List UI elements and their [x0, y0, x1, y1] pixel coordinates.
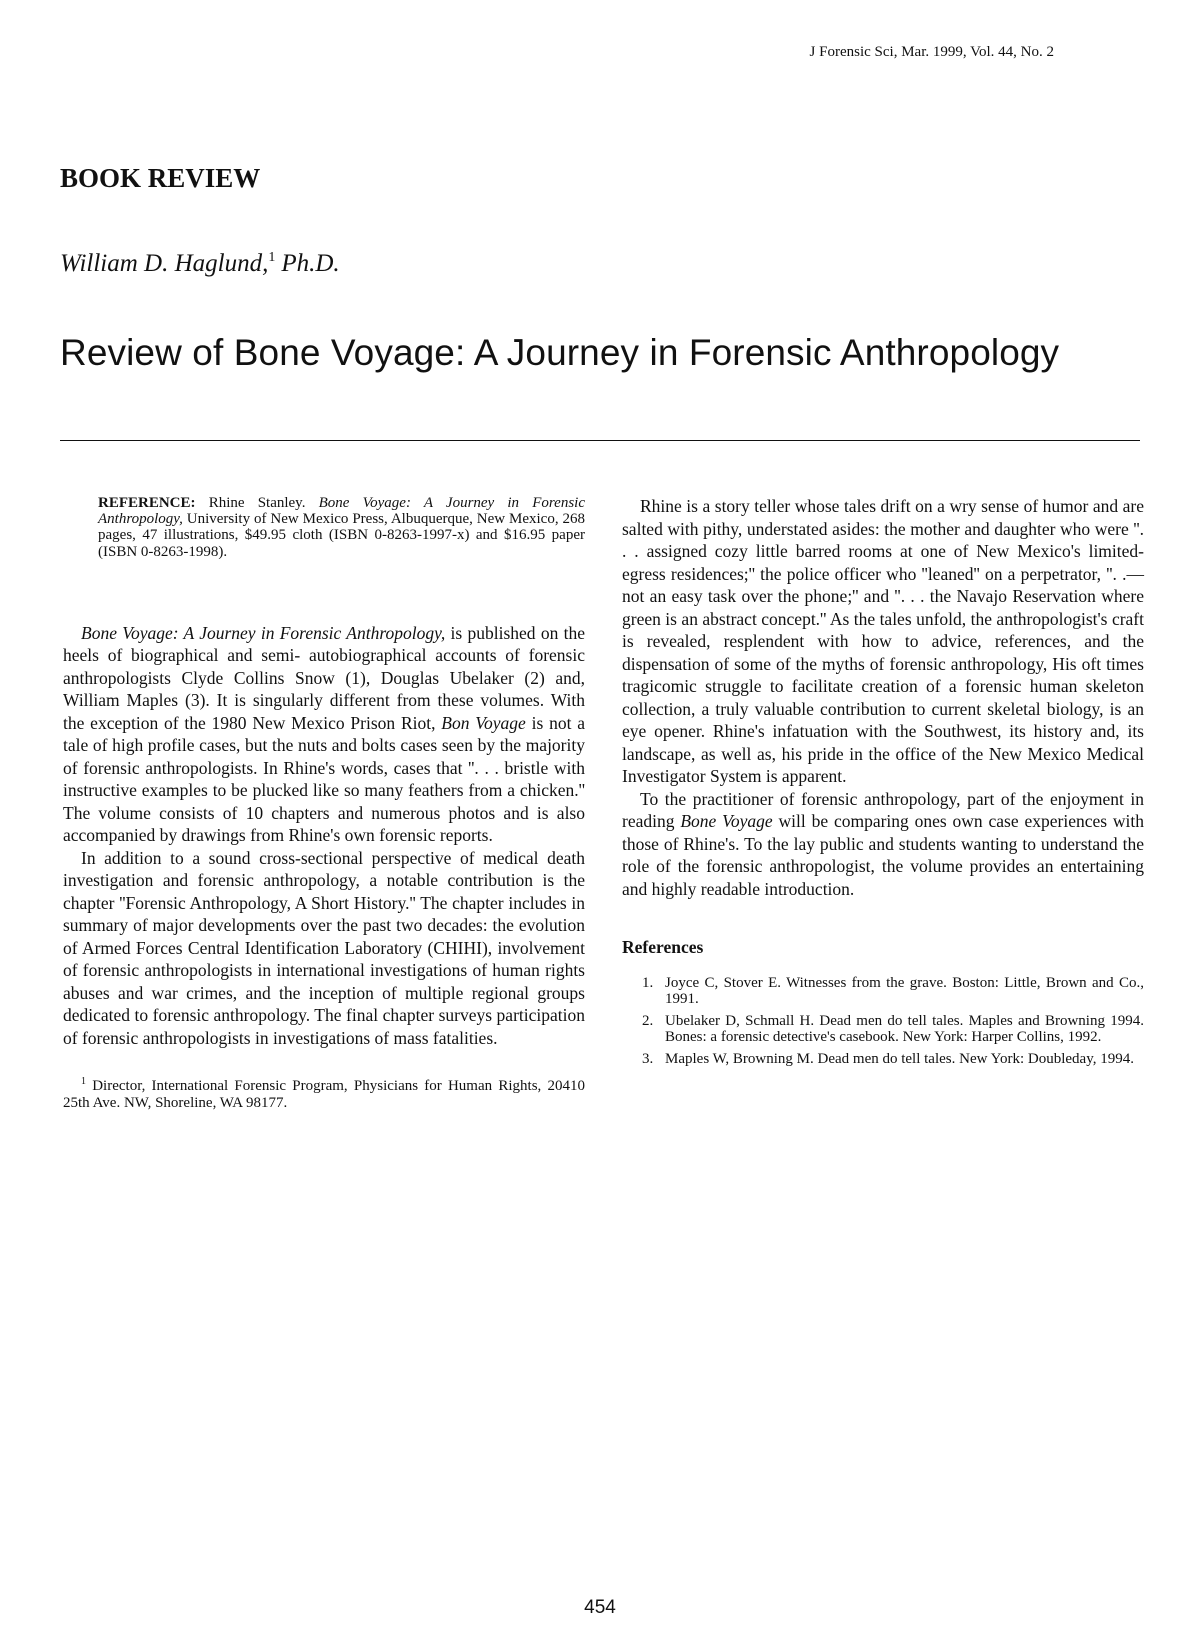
left-column: [63, 495, 585, 1127]
reference-book-title: Bone Voyage: A Journey in Forensic Anthropology,: [98, 495, 585, 528]
section-label: BOOK REVIEW: [60, 163, 261, 193]
author-degree: Ph.D.: [281, 250, 340, 277]
paragraph-text: is not a tale of high profile cases, but the nuts and bolts cases seen by the majority of forensic anthropologists. In Rhine's words, cases that ''. . . bristle with instructive examples to be plucked like so many feathers from a chicken.'' The volume consists of 10 chapters and numerous photos and is also accompanied by drawings from Rhine's own forensic reports.: [63, 712, 586, 846]
reference-block: [98, 495, 585, 560]
reference-author: Rhine Stanley.: [208, 495, 306, 511]
references-list: [622, 975, 1144, 1067]
book-title-italic: Bon Voyage: [441, 712, 526, 733]
references-heading: References: [622, 937, 704, 957]
reference-text: Ubelaker D, Schmall H. Dead men do tell tales. Maples and Browning 1994. Bones: a forensic detective's casebook. New York: Harper Collins, 1992.: [665, 1012, 1144, 1045]
author-name: William D. Haglund,: [60, 250, 269, 277]
reference-text: Maples W, Browning M. Dead men do tell tales. New York: Doubleday, 1994.: [665, 1050, 1134, 1067]
reference-item: [622, 1013, 1144, 1045]
article-title: Review of Bone Voyage: A Journey in Forensic Anthropology: [60, 332, 1060, 373]
author-line: [60, 250, 340, 278]
author-footnote-mark: 1: [268, 250, 276, 265]
book-title-italic: Bone Voyage: A Journey in Forensic Anthropology,: [81, 622, 446, 643]
body-paragraph-1: [63, 622, 585, 847]
right-column: [622, 495, 1144, 1073]
paragraph-text: will be comparing ones own case experiences with those of Rhine's. To the lay public and students wanting to understand the role of the forensic anthropologist, the volume provides an entertaining and highly readable introduction.: [622, 811, 1145, 899]
footnote-text: Director, International Forensic Program, Physicians for Human Rights, 20410 25th Ave. NW, Shoreline, WA 98177.: [63, 1078, 585, 1112]
reference-number: 2.: [642, 1012, 654, 1029]
book-title-italic: Bone Voyage: [680, 811, 773, 831]
footnote-mark: 1: [81, 1076, 86, 1088]
reference-item: [622, 1051, 1144, 1067]
reference-number: 1.: [642, 974, 654, 991]
body-paragraph-3: Rhine is a story teller whose tales drift on a wry sense of humor and are salted with pithy, understated asides: the mother and daughter who were ''. . . assigned cozy little barred rooms at one of New Mexico's limited-egress residences;'' the police officer who ''leaned'' on a perpetrator, ''. .—not an easy task over the phone;'' and ''. . . the Navajo Reservation where green is an abstract concept.'' As the tales unfold, the anthropologist's craft is revealed, resplendent with how to advice, references, and the dispensation of some of the myths of forensic anthropology, His oft times tragicomic struggle to facilitate creation of a forensic human skeleton collection, a truly valuable contribution to current skeletal biology, is an eye opener. Rhine's infatuation with the Southwest, its history and, its landscape, as well as, his pride in the office of the New Mexico Medical Investigator System is apparent.: [622, 496, 1144, 786]
title-divider: [60, 440, 1140, 441]
reference-label: REFERENCE:: [98, 495, 196, 511]
body-paragraph-2: In addition to a sound cross-sectional perspective of medical death investigation and forensic anthropology, a notable contribution is the chapter ''Forensic Anthropology, A Short History.'' The chapter includes in summary of major developments over the past two decades: the evolution of Armed Forces Central Identification Laboratory (CHIHI), involvement of forensic anthropologists in international investigations of human rights abuses and war crimes, and the inception of multiple regional groups dedicated to forensic anthropology. The final chapter surveys participation of forensic anthropologists in investigations of mass fatalities.: [63, 847, 585, 1048]
reference-item: [622, 975, 1144, 1007]
author-footnote: [63, 1073, 585, 1112]
reference-details: University of New Mexico Press, Albuquerque, New Mexico, 268 pages, 47 illustrations, $49.95 cloth (ISBN 0-8263-1997-x) and $16.95 paper (ISBN 0-8263-1998).: [98, 511, 585, 560]
paragraph-text: To the practitioner of forensic anthropology, part of the enjoyment in reading: [622, 788, 1144, 831]
running-head: J Forensic Sci, Mar. 1999, Vol. 44, No. 2: [809, 44, 1054, 60]
paragraph-text: is published on the heels of biographical and semi- autobiographical accounts of forensic anthropologists Clyde Collins Snow (1), Douglas Ubelaker (2) and, William Maples (3). It is singularly different from these volumes. With the exception of the 1980 New Mexico Prison Riot,: [63, 622, 585, 733]
body-paragraph-4: [622, 788, 1144, 901]
page-number: 454: [584, 1597, 616, 1618]
reference-number: 3.: [642, 1050, 654, 1067]
reference-text: Joyce C, Stover E. Witnesses from the grave. Boston: Little, Brown and Co., 1991.: [665, 974, 1144, 1007]
